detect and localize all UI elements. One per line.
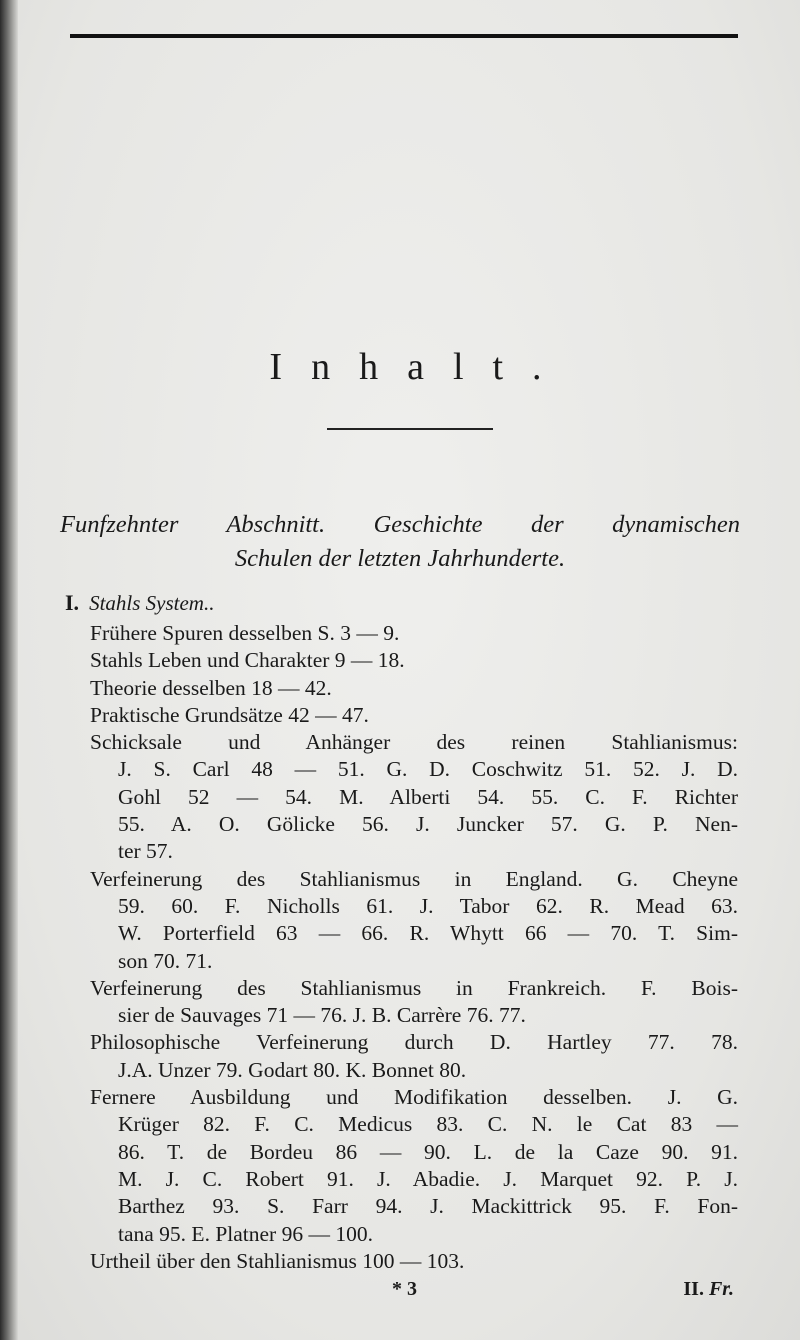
contents-entry-line: 55. A. O. Gölicke 56. J. Juncker 57. G. P. Nen- xyxy=(118,812,738,837)
contents-entry-line: tana 95. E. Platner 96 — 100. xyxy=(118,1221,373,1246)
contents-entry-line: son 70. 71. xyxy=(118,948,213,973)
contents-entry xyxy=(90,866,738,975)
section-title: Stahls System.. xyxy=(89,591,215,615)
contents-entry-line: Verfeinerung des Stahlianismus in Frankreich. F. Bois- xyxy=(90,975,738,1000)
contents-entry-line: Theorie desselben 18 — 42. xyxy=(90,675,332,700)
contents-entry-line: 86. T. de Bordeu 86 — 90. L. de la Caze 90. 91. xyxy=(118,1139,738,1164)
contents-entry xyxy=(90,1084,738,1248)
contents-entry-line: Schicksale und Anhänger des reinen Stahlianismus: xyxy=(90,730,738,755)
contents-entry-line: ter 57. xyxy=(118,839,173,864)
contents-entry-line: Verfeinerung des Stahlianismus in England. G. Cheyne xyxy=(90,866,738,891)
chapter-heading xyxy=(60,508,740,576)
contents-entry-line: Krüger 82. F. C. Medicus 83. C. N. le Cat 83 — xyxy=(118,1112,738,1137)
section-heading xyxy=(65,590,214,616)
catchword-word: Fr. xyxy=(708,1278,734,1300)
contents-entry-line: J.A. Unzer 79. Godart 80. K. Bonnet 80. xyxy=(118,1057,467,1082)
signature-mark: * 3 xyxy=(392,1278,417,1300)
contents-list xyxy=(90,620,738,1275)
contents-entry xyxy=(90,675,738,702)
contents-entry-line: Urtheil über den Stahlianismus 100 — 103. xyxy=(90,1248,465,1273)
contents-entry-line: Gohl 52 — 54. M. Alberti 54. 55. C. F. Richter xyxy=(118,784,738,809)
page-title: Inhalt. xyxy=(269,346,571,388)
top-rule xyxy=(70,34,738,38)
chapter-heading-line-1: Funfzehnter Abschnitt. Geschichte der dynamischen xyxy=(60,511,740,538)
contents-entry-line: M. J. C. Robert 91. J. Abadie. J. Marquet 92. P. J. xyxy=(118,1166,738,1191)
contents-entry-line: sier de Sauvages 71 — 76. J. B. Carrère 76. 77. xyxy=(118,1003,526,1028)
chapter-heading-line-2: Schulen der letzten Jahrhunderte. xyxy=(234,545,566,572)
catchword-number: II. xyxy=(683,1278,704,1300)
catchword xyxy=(683,1278,734,1301)
contents-entry-line: Fernere Ausbildung und Modifikation desselben. J. G. xyxy=(90,1085,738,1110)
title-rule xyxy=(327,428,493,430)
contents-entry xyxy=(90,975,738,1030)
contents-entry xyxy=(90,647,738,674)
page-footer xyxy=(0,1278,800,1308)
contents-entry-line: Philosophische Verfeinerung durch D. Hartley 77. 78. xyxy=(90,1030,738,1055)
contents-entry-line: Praktische Grundsätze 42 — 47. xyxy=(90,702,369,727)
section-number: I. xyxy=(65,590,80,615)
contents-entry-line: Stahls Leben und Charakter 9 — 18. xyxy=(90,648,405,673)
contents-entry-line: J. S. Carl 48 — 51. G. D. Coschwitz 51. 52. J. D. xyxy=(118,757,738,782)
contents-entry-line: Frühere Spuren desselben S. 3 — 9. xyxy=(90,621,400,645)
page-binding-edge xyxy=(0,0,18,1340)
contents-entry xyxy=(90,1029,738,1084)
contents-entry xyxy=(90,1248,738,1275)
contents-entry-line: W. Porterfield 63 — 66. R. Whytt 66 — 70. T. Sim- xyxy=(118,921,738,946)
contents-entry xyxy=(90,620,738,647)
contents-entry xyxy=(90,729,738,865)
contents-entry xyxy=(90,702,738,729)
contents-entry-line: Barthez 93. S. Farr 94. J. Mackittrick 95. F. Fon- xyxy=(118,1194,738,1219)
contents-entry-line: 59. 60. F. Nicholls 61. J. Tabor 62. R. Mead 63. xyxy=(118,893,738,918)
